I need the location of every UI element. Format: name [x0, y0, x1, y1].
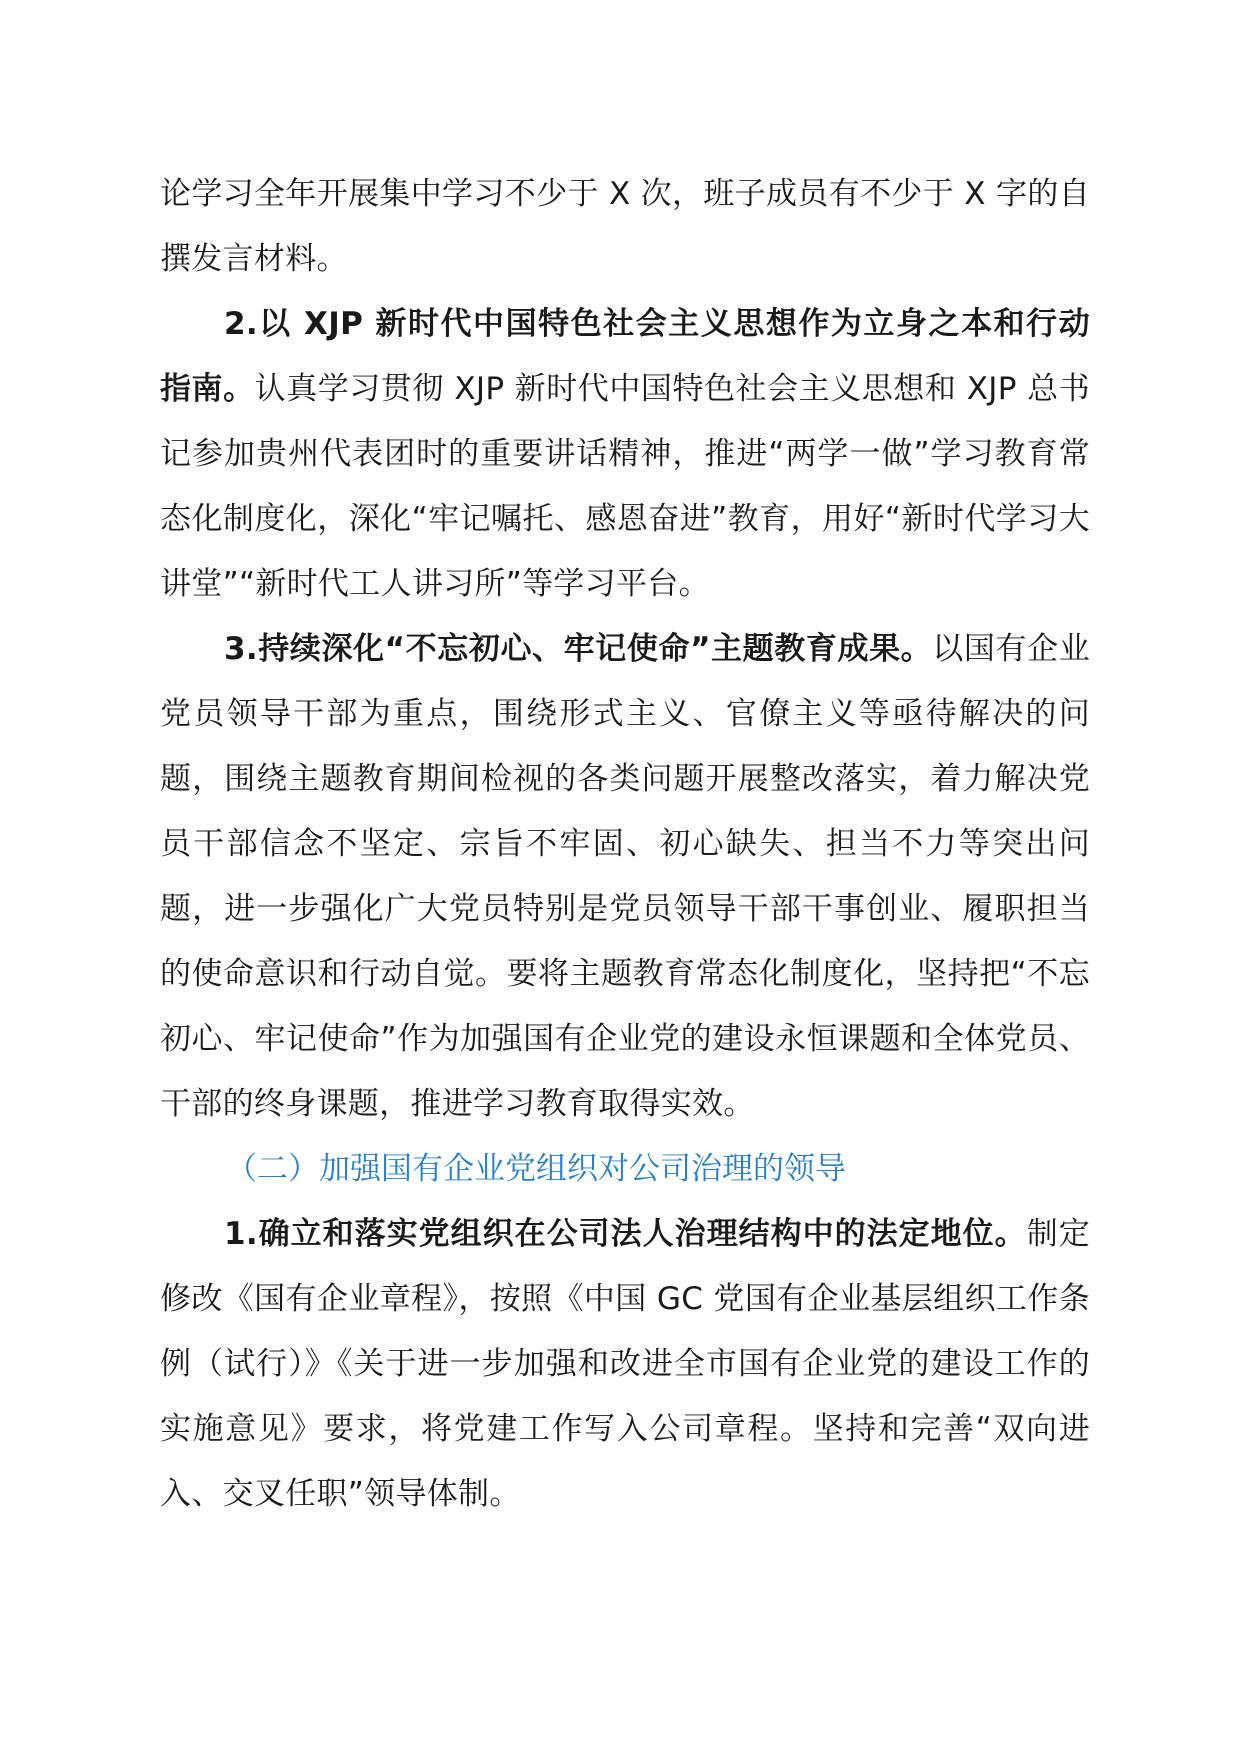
section-heading: （二）加强国有企业党组织对公司治理的领导 [226, 1151, 846, 1187]
paragraph-item-2 [160, 292, 1090, 617]
paragraph-text: 论学习全年开展集中学习不少于 X 次，班子成员有不少于 X 字的自撰发言材料。 [160, 176, 1090, 277]
item-heading: 3.持续深化“不忘初心、牢记使命”主题教育成果。 [224, 631, 933, 667]
paragraph-item-1 [160, 1202, 1090, 1527]
paragraph-item-3 [160, 617, 1090, 1137]
item-body: 认真学习贯彻 XJP 新时代中国特色社会主义思想和 XJP 总书记参加贵州代表团时的重要讲话精神，推进“两学一做”学习教育常态化制度化，深化“牢记嘱托、感恩奋进”教育，用好“新时代学习大讲堂”“新时代工人讲习所”等学习平台。 [160, 371, 1090, 602]
item-heading: 1.确立和落实党组织在公司法人治理结构中的法定地位。 [224, 1216, 1027, 1252]
item-body: 以国有企业党员领导干部为重点，围绕形式主义、官僚主义等亟待解决的问题，围绕主题教育期间检视的各类问题开展整改落实，着力解决党员干部信念不坚定、宗旨不牢固、初心缺失、担当不力等突出问题，进一步强化广大党员特别是党员领导干部干事创业、履职担当的使命意识和行动自觉。要将主题教育常态化制度化，坚持把“不忘初心、牢记使命”作为加强国有企业党的建设永恒课题和全体党员、干部的终身课题，推进学习教育取得实效。 [160, 631, 1090, 1122]
item-heading: 2.以 XJP 新时代中国特色社会主义思想作为立身之本和行动指南。 [160, 306, 1090, 407]
item-body: 制定修改《国有企业章程》，按照《中国 GC 党国有企业基层组织工作条例（试行）》《关于进一步加强和改进全市国有企业党的建设工作的实施意见》要求，将党建工作写入公司章程。坚持和完善“双向进入、交叉任职”领导体制。 [160, 1216, 1090, 1512]
paragraph-continued [160, 162, 1090, 292]
document-body [160, 162, 1090, 1527]
